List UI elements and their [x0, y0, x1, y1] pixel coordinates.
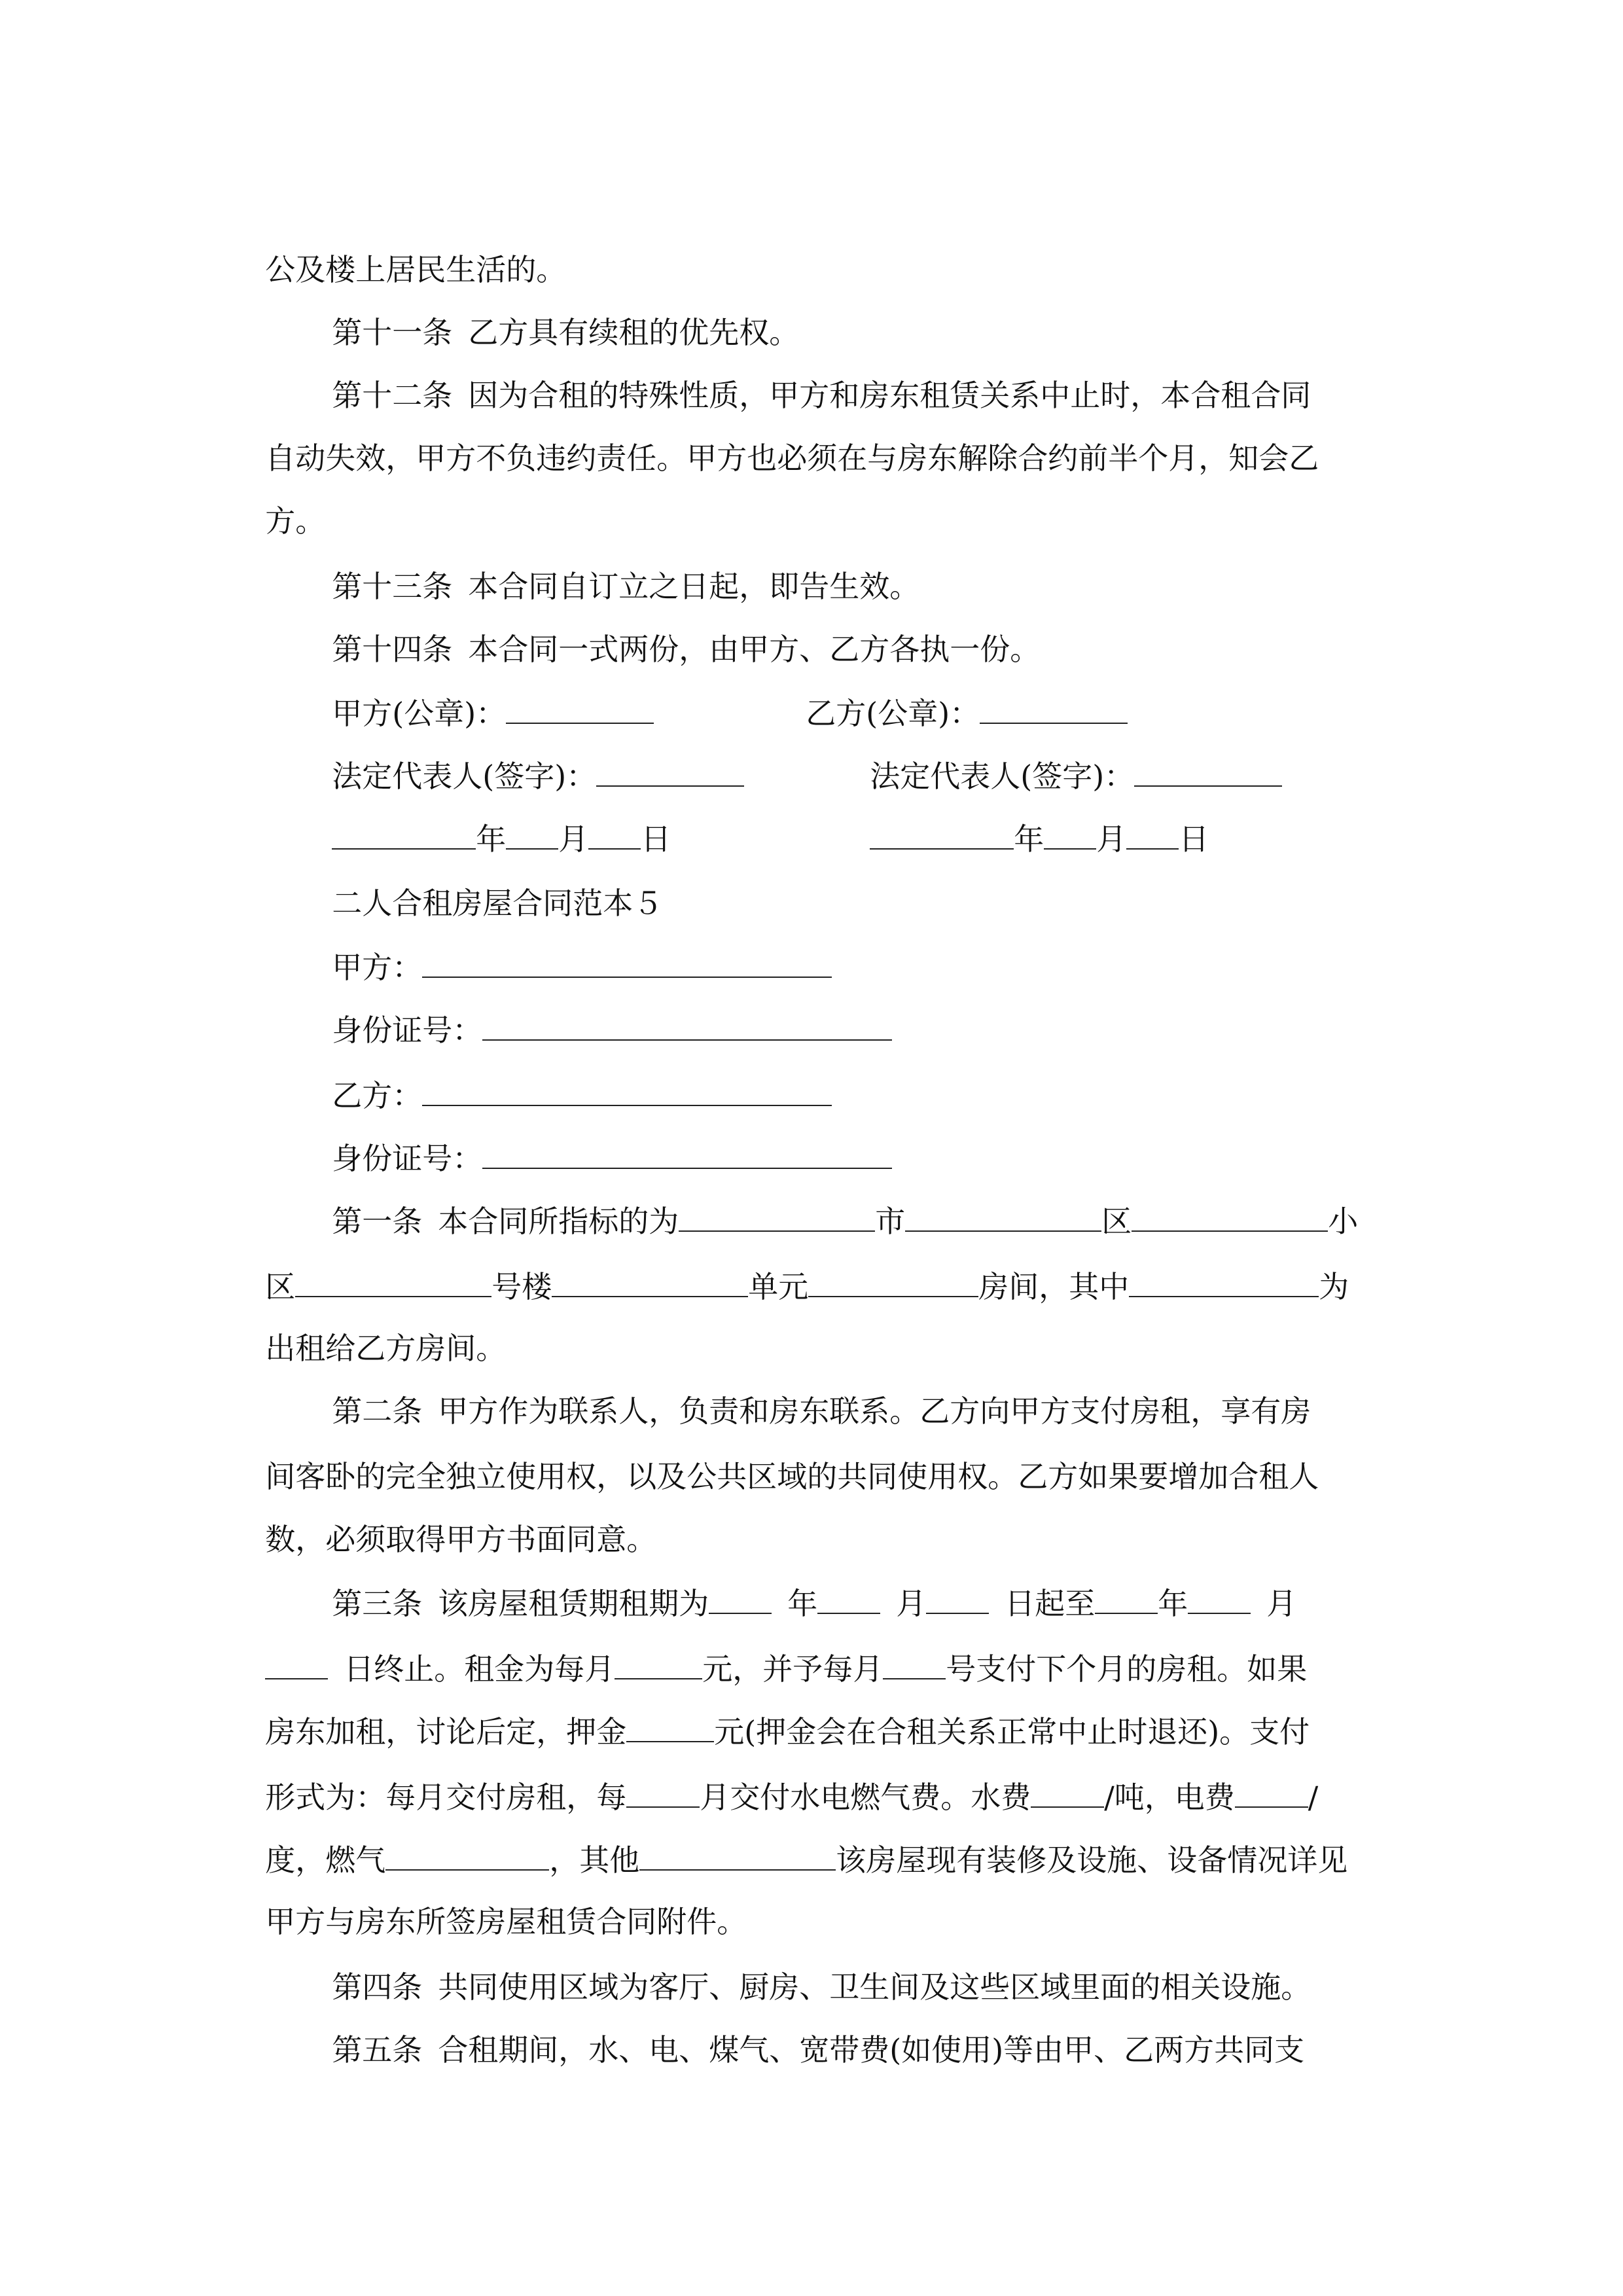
paragraph-text: 数，必须取得甲方书面同意。: [265, 1522, 657, 1557]
party-a-field: [313, 907, 832, 985]
day-label: 日: [641, 821, 671, 857]
city-label: 市: [875, 1204, 906, 1239]
month-blank[interactable]: [1044, 818, 1096, 850]
paragraph-text: 间客卧的完全独立使用权，以及公共区域的共同使用权。乙方如果要增加合租人: [265, 1459, 1319, 1494]
article-3-line-3: [246, 1672, 1310, 1749]
article-text: 共同使用区域为客厅、厨房、卫生间及这些区域里面的相关设施。: [438, 1969, 1311, 2005]
article-3-line-5: [246, 1800, 1348, 1878]
article-number: 第一条: [332, 1204, 423, 1239]
party-a-label: 甲方：: [332, 950, 423, 985]
month-label: 月: [896, 1586, 927, 1621]
article-text: 乙方具有续租的优先权。: [468, 315, 800, 350]
room-label: 房间，其中: [978, 1269, 1130, 1304]
date-b: [851, 779, 1209, 857]
article-number: 第三条: [332, 1586, 423, 1621]
month-label: 月: [558, 821, 589, 857]
paragraph-text: 度，燃气: [265, 1842, 386, 1878]
article-12: [313, 336, 1311, 413]
representative-a: [313, 716, 744, 794]
text-line-1: [246, 211, 567, 287]
paragraph-text: /: [1308, 1780, 1319, 1815]
article-14: [313, 590, 1041, 667]
article-number: 第十四条: [332, 632, 453, 667]
article-2-line-2: [246, 1418, 1319, 1494]
month-label: 月: [1266, 1586, 1297, 1621]
building-label: 号楼: [491, 1269, 552, 1304]
article-1-line-2: [246, 1227, 1349, 1304]
id-label: 身份证号：: [332, 1013, 483, 1048]
article-number: 第五条: [332, 2032, 423, 2068]
community-label-end: 区: [265, 1269, 296, 1304]
signature-label: 甲方(公章)：: [332, 696, 507, 731]
paragraph-text: 甲方与房东所签房屋租赁合同附件。: [265, 1904, 747, 1939]
month-label: 月: [1096, 821, 1127, 857]
day-blank[interactable]: [1126, 818, 1179, 850]
paragraph-text: 元(押金会在合租关系正常中止时退还)。支付: [714, 1714, 1310, 1749]
unit-label: 单元: [748, 1269, 809, 1304]
article-13: [313, 528, 920, 604]
representative-b: [851, 716, 1282, 794]
article-3: [313, 1543, 1297, 1621]
article-11: [313, 274, 800, 350]
signature-label: 乙方(公章)：: [806, 696, 980, 731]
article-text: 该房屋租赁期租期为: [438, 1586, 709, 1621]
paragraph-text: ，其他: [549, 1842, 640, 1878]
party-b-field: [313, 1035, 832, 1113]
article-4: [313, 1928, 1311, 2005]
article-text: 甲方作为联系人，负责和房东联系。乙方向甲方支付房租，享有房: [438, 1393, 1311, 1429]
article-1: [313, 1161, 1359, 1239]
room-blank[interactable]: [808, 1266, 978, 1297]
article-3-line-2: [246, 1609, 1308, 1687]
article-2-line-3: [246, 1480, 657, 1557]
article-2: [313, 1352, 1311, 1429]
year-label: 年: [1158, 1586, 1188, 1621]
paragraph-text: 公及楼上居民生活的。: [265, 252, 567, 287]
sample-title: 二人合租房屋合同范本５: [332, 886, 664, 921]
id-b-field: [313, 1098, 892, 1176]
article-number: 第十三条: [332, 569, 453, 604]
paragraph-text: 号支付下个月的房租。如果: [946, 1651, 1308, 1687]
id-a-field: [313, 970, 892, 1048]
wei-label: 为: [1319, 1269, 1349, 1304]
paragraph-text: 月交付水电燃气费。水费: [700, 1780, 1031, 1815]
id-label: 身份证号：: [332, 1141, 483, 1176]
article-3-line-6: [246, 1863, 747, 1939]
section-title: [313, 844, 664, 921]
year-label: 年: [476, 821, 507, 857]
paragraph-text: 元，并予每月: [702, 1651, 883, 1687]
signature-party-b: [787, 653, 1128, 731]
paragraph-text: 形式为：每月交付房租，每: [265, 1780, 627, 1815]
date-a: [313, 779, 671, 857]
year-label: 年: [787, 1586, 818, 1621]
article-number: 第四条: [332, 1969, 423, 2005]
representative-label: 法定代表人(签字)：: [332, 759, 597, 794]
start-to-label: 日起至: [1005, 1586, 1096, 1621]
paragraph-text: 日终止。租金为每月: [344, 1651, 615, 1687]
paragraph-text: 房东加租，讨论后定，押金: [265, 1714, 627, 1749]
article-number: 第二条: [332, 1393, 423, 1429]
paragraph-text: 方。: [265, 503, 326, 539]
article-text: 本合同自订立之日起，即告生效。: [468, 569, 920, 604]
paragraph-text: 出租给乙方房间。: [265, 1331, 507, 1366]
article-1-line-3: [246, 1289, 507, 1366]
paragraph-text: /吨，电费: [1104, 1780, 1235, 1815]
signature-party-a: [313, 653, 654, 731]
text-line-4: [246, 399, 1319, 476]
article-text: 本合同所指标的为: [438, 1204, 679, 1239]
day-label: 日: [1179, 821, 1209, 857]
paragraph-text: 自动失效，甲方不负违约责任。甲方也必须在与房东解除合约前半个月，知会乙: [265, 440, 1319, 476]
article-text: 本合同一式两份，由甲方、乙方各执一份。: [468, 632, 1041, 667]
district-label: 区: [1101, 1204, 1132, 1239]
representative-label: 法定代表人(签字)：: [870, 759, 1135, 794]
article-3-line-4: [246, 1737, 1319, 1815]
article-number: 第十一条: [332, 315, 453, 350]
article-text: 合租期间，水、电、煤气、宽带费(如使用)等由甲、乙两方共同支: [438, 2032, 1305, 2068]
article-5: [313, 1991, 1305, 2068]
community-label-start: 小: [1328, 1204, 1359, 1239]
article-number: 第十二条: [332, 378, 453, 413]
room-detail-blank[interactable]: [1129, 1266, 1319, 1297]
unit-blank[interactable]: [552, 1266, 748, 1297]
year-blank[interactable]: [870, 818, 1014, 850]
year-label: 年: [1014, 821, 1044, 857]
paragraph-text: 该房屋现有装修及设施、设备情况详见: [836, 1842, 1348, 1878]
party-b-label: 乙方：: [332, 1078, 423, 1113]
text-line-5: [246, 462, 326, 539]
article-text: 因为合租的特殊性质，甲方和房东租赁关系中止时，本合租合同: [468, 378, 1311, 413]
